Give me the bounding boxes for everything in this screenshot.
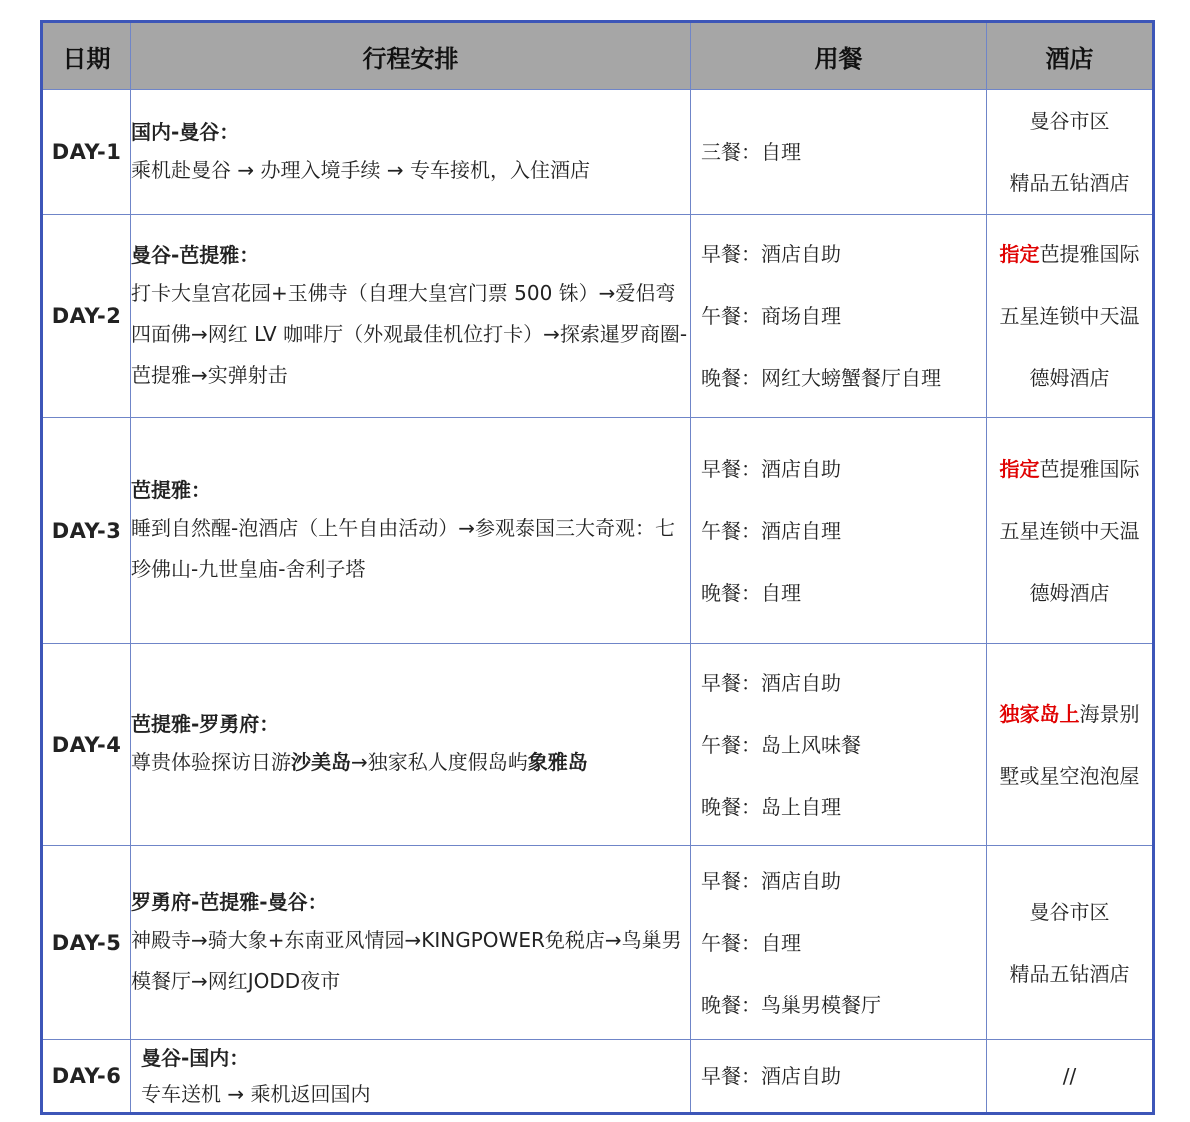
table-row (42, 215, 1154, 418)
day-label: DAY-6 (42, 1040, 131, 1114)
hotel-line: 精品五钻酒店 (1009, 961, 1130, 986)
header-hotel: 酒店 (987, 22, 1154, 90)
header-row (42, 22, 1154, 90)
day-label: DAY-2 (42, 215, 131, 418)
hotel-text: 芭提雅国际 (1039, 242, 1140, 266)
meal-line: 早餐：酒店自助 (701, 868, 841, 893)
meal-line: 早餐：酒店自助 (701, 242, 841, 266)
plan-title: 国内-曼谷： (131, 119, 240, 144)
plan-desc-emphasis: 沙美岛 (291, 750, 351, 774)
hotel-text: 芭提雅国际 (1039, 456, 1140, 481)
hotel-line: 德姆酒店 (1029, 366, 1110, 390)
plan-cell (131, 215, 691, 418)
meal-line: 晚餐：自理 (701, 580, 801, 605)
plan-desc: 神殿寺→骑大象+东南亚风情园→KINGPOWER免税店→鸟巢男模餐厅→网红JODD夜市 (131, 927, 682, 993)
plan-title: 曼谷-国内： (141, 1046, 250, 1070)
hotel-line: // (1062, 1064, 1077, 1088)
plan-desc: 乘机赴曼谷 → 办理入境手续 → 专车接机，入住酒店 (131, 157, 590, 182)
plan-cell (131, 644, 691, 846)
meal-line: 晚餐：网红大螃蟹餐厅自理 (701, 366, 941, 390)
plan-desc-text: 尊贵体验探访日游 (131, 750, 291, 774)
meal-line: 早餐：酒店自助 (701, 1064, 841, 1088)
plan-title: 芭提雅-罗勇府： (131, 712, 280, 736)
hotel-line: 五星连锁中天温 (999, 518, 1140, 543)
hotel-line (987, 438, 1152, 500)
hotel-highlight: 独家岛上 (999, 701, 1080, 726)
hotel-line: 五星连锁中天温 (999, 304, 1140, 328)
header-meal: 用餐 (691, 22, 987, 90)
hotel-cell (987, 418, 1154, 644)
plan-desc-text: →独家私人度假岛屿 (351, 750, 528, 774)
meal-cell (691, 215, 987, 418)
hotel-line: 曼谷市区 (1029, 899, 1110, 924)
day-label: DAY-1 (42, 90, 131, 215)
plan-desc (131, 742, 690, 783)
hotel-cell (987, 846, 1154, 1040)
meal-line: 晚餐：鸟巢男模餐厅 (701, 992, 881, 1017)
plan-cell (131, 1040, 691, 1114)
hotel-cell (987, 90, 1154, 215)
plan-cell (131, 846, 691, 1040)
meal-line: 三餐：自理 (701, 140, 801, 164)
table-row (42, 90, 1154, 215)
hotel-line: 曼谷市区 (1029, 109, 1110, 133)
table-row (42, 644, 1154, 846)
table-row (42, 418, 1154, 644)
header-plan: 行程安排 (131, 22, 691, 90)
day-label: DAY-5 (42, 846, 131, 1040)
meal-cell (691, 644, 987, 846)
hotel-highlight: 指定 (999, 242, 1040, 266)
meal-cell (691, 846, 987, 1040)
plan-desc: 打卡大皇宫花园+玉佛寺（自理大皇宫门票 500 铢）→爱侣弯四面佛→网红 LV 咖啡厅（外观最佳机位打卡）→探索暹罗商圈-芭提雅→实弹射击 (131, 280, 688, 387)
meal-line: 午餐：商场自理 (701, 304, 841, 328)
day-label: DAY-3 (42, 418, 131, 644)
table-row (42, 1040, 1154, 1114)
plan-desc-emphasis: 象雅岛 (527, 750, 588, 774)
hotel-cell (987, 1040, 1154, 1114)
table-row (42, 846, 1154, 1040)
plan-title: 罗勇府-芭提雅-曼谷： (131, 889, 328, 914)
hotel-text: 海景别 (1079, 701, 1140, 726)
meal-cell (691, 418, 987, 644)
hotel-line: 德姆酒店 (1029, 580, 1110, 605)
meal-line: 早餐：酒店自助 (701, 670, 841, 695)
header-date: 日期 (42, 22, 131, 90)
meal-line: 午餐：自理 (701, 930, 801, 955)
hotel-line: 墅或星空泡泡屋 (999, 763, 1140, 788)
plan-title: 曼谷-芭提雅： (131, 242, 260, 267)
meal-cell (691, 90, 987, 215)
hotel-line (987, 223, 1152, 285)
hotel-line: 精品五钻酒店 (1009, 171, 1130, 195)
hotel-cell (987, 644, 1154, 846)
hotel-cell (987, 215, 1154, 418)
meal-line: 午餐：岛上风味餐 (701, 732, 861, 757)
hotel-highlight: 指定 (999, 456, 1040, 481)
day-label: DAY-4 (42, 644, 131, 846)
plan-desc: 睡到自然醒-泡酒店（上午自由活动）→参观泰国三大奇观：七珍佛山-九世皇庙-舍利子塔 (131, 515, 675, 581)
meal-line: 午餐：酒店自理 (701, 518, 841, 543)
itinerary-table (40, 20, 1155, 1115)
meal-cell (691, 1040, 987, 1114)
plan-title: 芭提雅： (131, 477, 211, 502)
meal-line: 早餐：酒店自助 (701, 456, 841, 481)
hotel-line (987, 683, 1152, 745)
plan-desc: 专车送机 → 乘机返回国内 (141, 1082, 371, 1106)
plan-cell (131, 90, 691, 215)
plan-cell (131, 418, 691, 644)
meal-line: 晚餐：岛上自理 (701, 794, 841, 819)
